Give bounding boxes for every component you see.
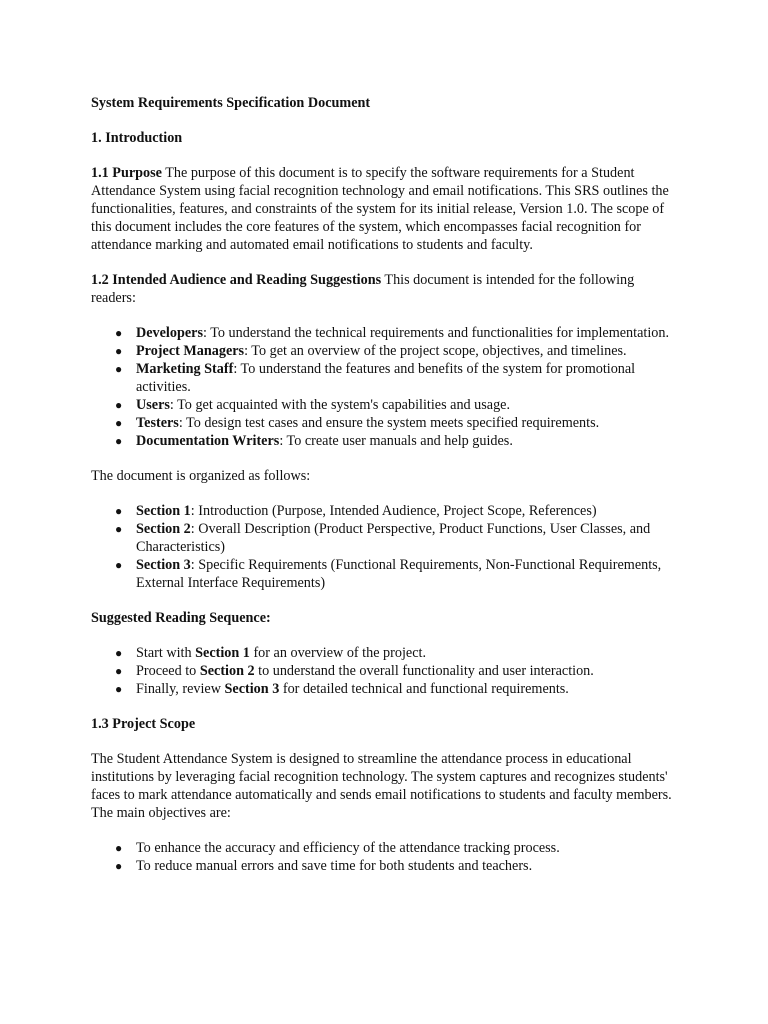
bullet-icon: ● [115,558,123,572]
bullet-icon: ● [115,344,123,358]
bullet-icon: ● [115,859,123,873]
list-item: ● Start with Section 1 for an overview of the project. [115,645,426,661]
introduction-heading: 1. Introduction [91,130,183,146]
bullet-icon: ● [115,841,123,855]
list-item: ● Section 1: Introduction (Purpose, Intended Audience, Project Scope, References) [115,503,597,519]
list-item: ● Finally, review Section 3 for detailed technical and functional requirements. [115,681,569,697]
list-item: ● To reduce manual errors and save time for both students and teachers. [115,858,533,874]
bullet-icon: ● [115,504,123,518]
objectives-list [91,839,681,875]
audience-label: 1.2 Intended Audience and Reading Suggestions [91,272,382,288]
list-item: ● Testers: To design test cases and ensure the system meets specified requirements. [115,415,600,431]
project-scope-paragraph: The Student Attendance System is designed to streamline the attendance process in educational institutions by leveraging facial recognition technology. The system captures and recognizes students' faces to mark attendance automatically and sends email notifications to students and faculty members. The main objectives are: [91,751,672,821]
list-item: ● Section 3: Specific Requirements (Functional Requirements, Non-Functional Requirements, External Interface Requirements) [115,557,662,591]
list-item: ● Developers: To understand the technical requirements and functionalities for implementation. [115,325,669,341]
organization-list [91,502,681,592]
purpose-text: The purpose of this document is to specify the software requirements for a Student Attendance System using facial recognition technology and email notifications. This SRS outlines the functionalities, features, and constraints of the system for its initial release, Version 1.0. The scope of this document includes the core features of the system, which encompasses facial recognition for attendance marking and automated email notifications to students and faculty. [91,165,669,253]
bullet-icon: ● [115,664,123,678]
list-item: ● Marketing Staff: To understand the features and benefits of the system for promotional activities. [115,361,636,395]
purpose-label: 1.1 Purpose [91,165,162,181]
audience-text: This document is intended for the following readers: [91,272,635,306]
document-title: System Requirements Specification Document [91,95,371,111]
list-item: ● Project Managers: To get an overview of the project scope, objectives, and timelines. [115,343,627,359]
bullet-icon: ● [115,646,123,660]
audience-list [91,324,681,450]
list-item: ● To enhance the accuracy and efficiency of the attendance tracking process. [115,840,560,856]
purpose-paragraph [91,164,681,254]
reading-sequence-list [91,644,681,698]
organization-intro: The document is organized as follows: [91,468,311,484]
audience-paragraph [91,271,681,307]
list-item: ● Section 2: Overall Description (Product Perspective, Product Functions, User Classes, and Characteristics) [115,521,651,555]
bullet-icon: ● [115,326,123,340]
project-scope-heading: 1.3 Project Scope [91,716,196,732]
document-page [91,94,681,892]
bullet-icon: ● [115,682,123,696]
bullet-icon: ● [115,362,123,376]
bullet-icon: ● [115,522,123,536]
bullet-icon: ● [115,434,123,448]
reading-sequence-heading: Suggested Reading Sequence: [91,610,271,626]
bullet-icon: ● [115,416,123,430]
list-item: ● Users: To get acquainted with the system's capabilities and usage. [115,397,511,413]
list-item: ● Proceed to Section 2 to understand the overall functionality and user interaction. [115,663,594,679]
list-item: ● Documentation Writers: To create user manuals and help guides. [115,433,513,449]
bullet-icon: ● [115,398,123,412]
